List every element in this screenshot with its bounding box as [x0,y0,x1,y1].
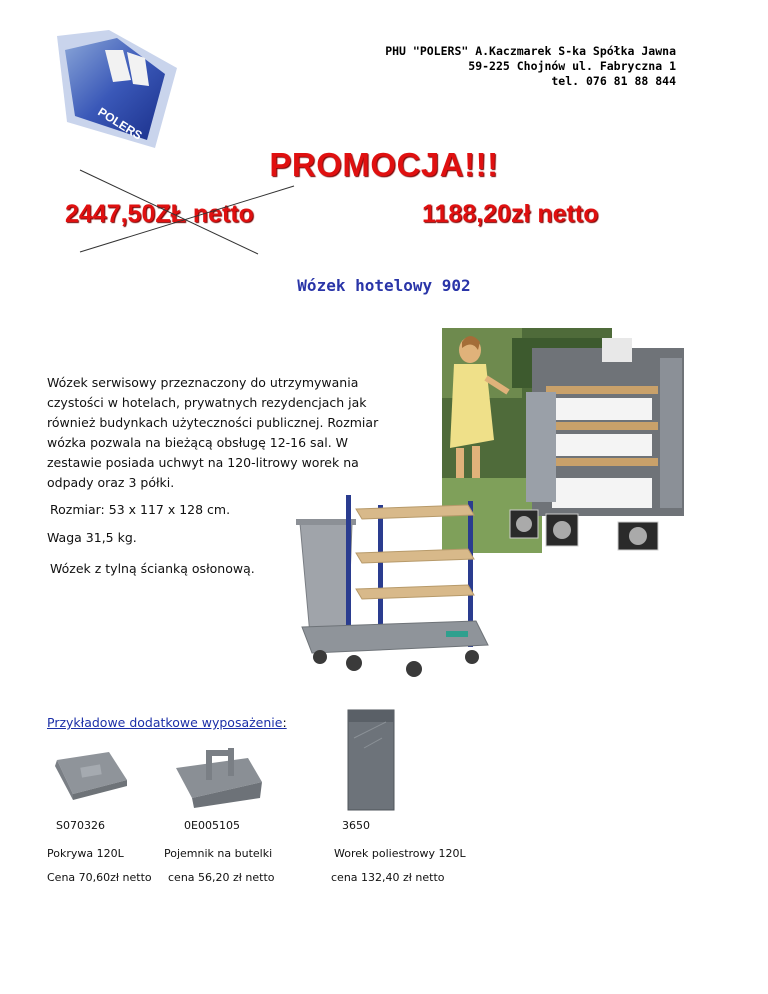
company-phone: tel. 076 81 88 844 [551,74,676,88]
bottle-container-image [172,748,264,810]
product-description: Wózek serwisowy przeznaczony do utrzymywania czystości w hotelach, prywatnych rezydencjach jak również budynkach użyteczności publicznej. Rozmiar wózka pozwala na bieżącą obsługę 12-16 sal. W zestawie posiada uchwyt na 120-litrowy worek na odpady oraz 3 półki. [47,375,379,490]
product-weight: Waga 31,5 kg. [47,530,137,545]
company-address [385,44,676,89]
promo-title: PROMOCJA!!! [269,146,499,183]
lid-image [47,746,131,804]
polyester-bag-image [346,708,396,812]
accessories-heading-text: Przykładowe dodatkowe wyposażenie [47,715,283,730]
product-size: Rozmiar: 53 x 117 x 128 cm. [50,502,231,517]
accessory-3-code: 3650 [342,819,370,832]
accessory-3-price: cena 132,40 zł netto [331,871,445,884]
product-photo-cart [296,495,492,678]
accessory-1-price: Cena 70,60zł netto [47,871,152,884]
accessory-1-code: S070326 [56,819,105,832]
accessory-3-name: Worek poliestrowy 120L [334,847,466,860]
accessory-2-code: 0E005105 [184,819,240,832]
svg-text:POLERS: POLERS [95,104,145,143]
accessory-2-price: cena 56,20 zł netto [168,871,275,884]
accessory-1-name: Pokrywa 120L [47,847,124,860]
product-back-wall: Wózek z tylną ścianką osłonową. [50,561,255,576]
company-street: 59-225 Chojnów ul. Fabryczna 1 [468,59,676,73]
accessory-2-name: Pojemnik na butelki [164,847,273,860]
accessories-heading [47,715,287,730]
old-price: 2447,50ZŁ netto [65,200,254,228]
product-title: Wózek hotelowy 902 [297,276,471,295]
new-price: 1188,20zł netto [422,200,599,228]
polers-logo [57,30,177,148]
strike-through-cross [78,166,298,256]
company-name: PHU "POLERS" A.Kaczmarek S-ka Spółka Jawna [385,44,676,58]
accessories-heading-colon: : [282,715,287,730]
